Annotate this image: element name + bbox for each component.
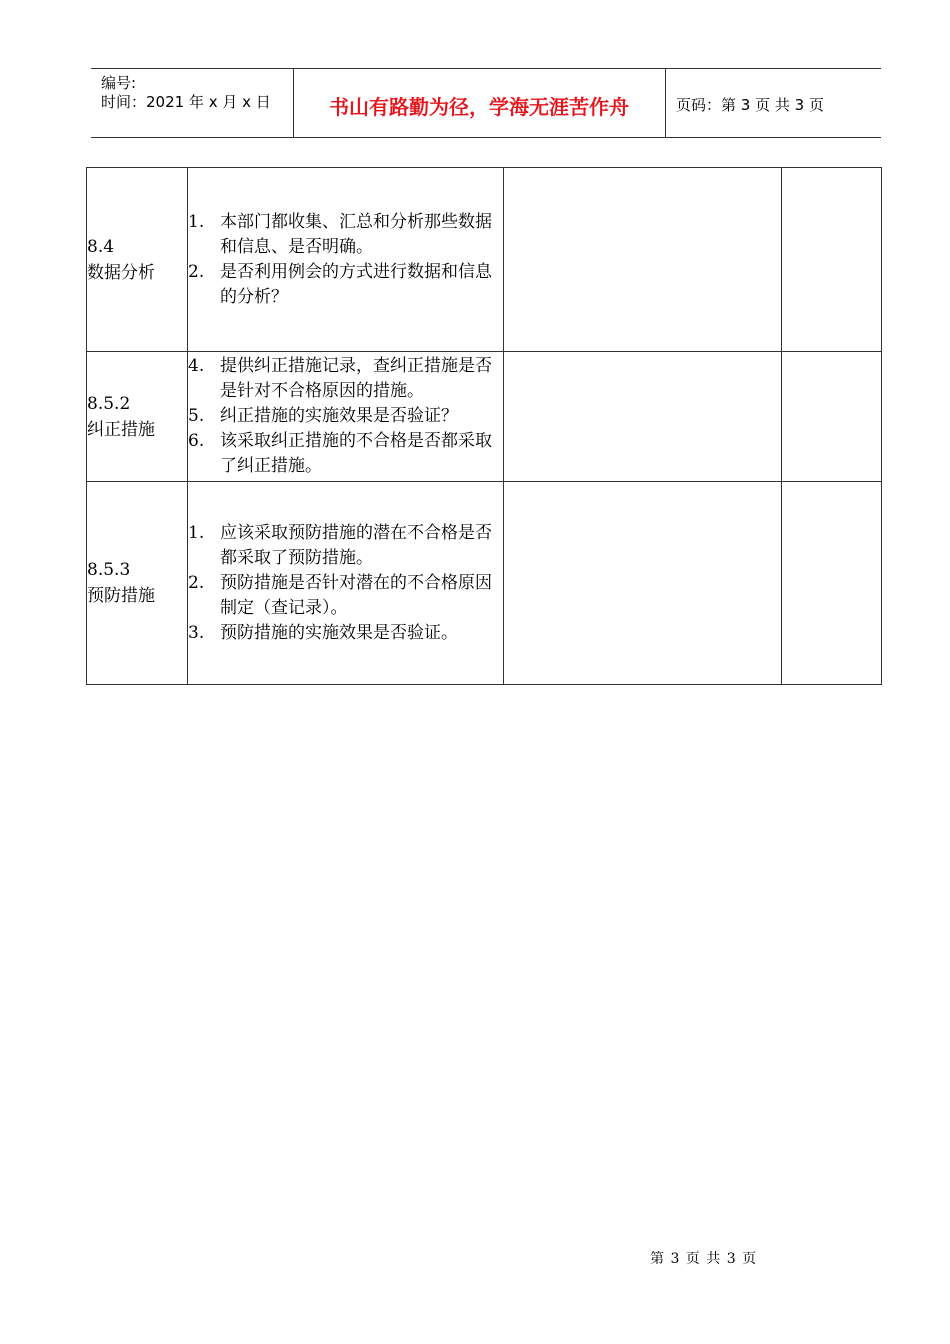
item-text: 提供纠正措施记录，查纠正措施是否是针对不合格原因的措施。: [220, 356, 492, 401]
clause-name: 预防措施: [87, 586, 155, 606]
clause-number: 8.5.2: [87, 393, 131, 414]
table-row: [87, 352, 882, 482]
list-item: [188, 621, 503, 646]
audit-checklist-table: [86, 167, 882, 685]
clause-name: 纠正措施: [87, 419, 155, 440]
page-header: [91, 68, 881, 138]
clause-cell: [87, 168, 188, 352]
table-row: [87, 482, 882, 685]
document-time-label: 时间：2021 年 x 月 x 日: [101, 93, 271, 111]
header-meta-cell: [91, 69, 294, 137]
record-cell: [504, 168, 782, 352]
result-cell: [782, 352, 882, 482]
item-number: 6.: [188, 431, 205, 451]
item-text: 预防措施是否针对潜在的不合格原因制定（查记录）。: [220, 572, 492, 618]
result-cell: [782, 168, 882, 352]
clause-name: 数据分析: [87, 262, 155, 283]
list-item: [188, 354, 503, 404]
table-row: [87, 168, 882, 352]
list-item: [188, 521, 503, 571]
header-motto-cell: [293, 69, 666, 137]
item-text: 该采取纠正措施的不合格是否都采取了纠正措施。: [220, 431, 492, 476]
list-item: [188, 429, 503, 479]
item-text: 应该采取预防措施的潜在不合格是否都采取了预防措施。: [220, 522, 492, 568]
record-cell: [504, 352, 782, 482]
item-number: 3.: [188, 622, 205, 643]
check-items-cell: [188, 482, 504, 685]
item-number: 5.: [188, 406, 205, 426]
list-item: [188, 210, 503, 260]
clause-cell: [87, 352, 188, 482]
clause-number: 8.4: [87, 236, 115, 257]
item-text: 预防措施的实施效果是否验证。: [220, 622, 458, 643]
item-number: 2.: [188, 261, 205, 282]
check-items-cell: [188, 352, 504, 482]
item-number: 1.: [188, 211, 205, 232]
result-cell: [782, 482, 882, 685]
header-page-cell: [666, 69, 881, 137]
list-item: [188, 404, 503, 429]
check-items-cell: [188, 168, 504, 352]
item-text: 纠正措施的实施效果是否验证？: [220, 406, 458, 426]
item-number: 4.: [188, 356, 205, 376]
item-text: 是否利用例会的方式进行数据和信息的分析？: [220, 261, 492, 307]
clause-number: 8.5.3: [87, 560, 131, 580]
clause-cell: [87, 482, 188, 685]
list-item: [188, 571, 503, 621]
list-item: [188, 260, 503, 310]
document-number-label: 编号:: [101, 74, 137, 92]
page-footer: 第 3 页 共 3 页: [650, 1251, 758, 1267]
item-number: 2.: [188, 572, 205, 593]
item-number: 1.: [188, 522, 205, 543]
page-code-label: 页码：第 3 页 共 3 页: [676, 96, 824, 114]
record-cell: [504, 482, 782, 685]
motto-text: 书山有路勤为径，学海无涯苦作舟: [329, 95, 629, 119]
item-text: 本部门都收集、汇总和分析那些数据和信息、是否明确。: [220, 211, 492, 257]
